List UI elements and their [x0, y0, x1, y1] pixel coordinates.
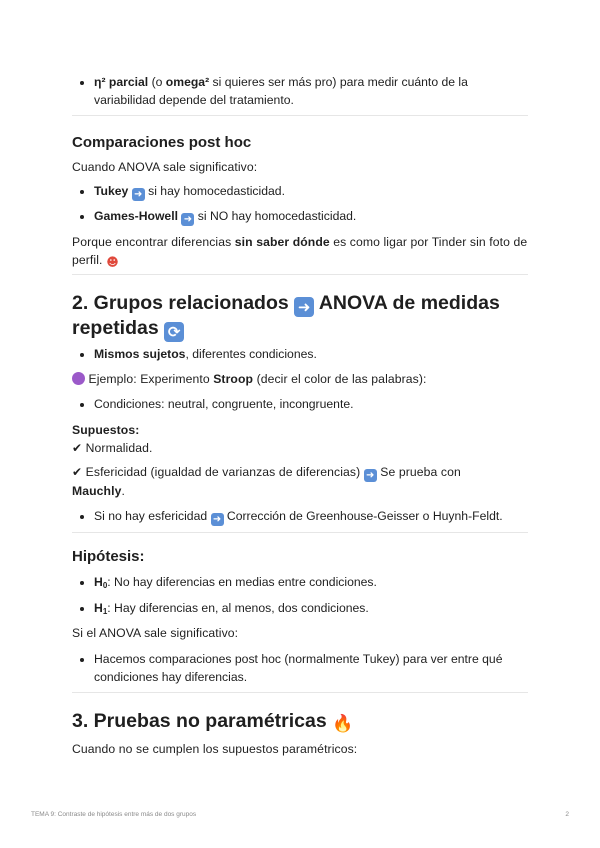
esfericidad-list	[72, 507, 503, 526]
posthoc-heading: Comparaciones post hoc	[72, 134, 252, 151]
footer-title: TEMA 9: Contraste de hipótesis entre más de dos grupos	[31, 811, 197, 818]
posthoc-intro: Cuando ANOVA sale significativo:	[72, 160, 258, 174]
list-item: • Si no hay esfericidad ➜ Corrección de Greenhouse-Geisser o Huynh-Feldt.	[94, 507, 503, 526]
divider	[72, 274, 528, 275]
repeat-arrows-icon: ⟳	[164, 322, 184, 342]
right-arrow-icon: ➜	[211, 513, 224, 526]
clown-face-icon: ☻	[106, 255, 119, 269]
esfericidad-line: ✔ Esfericidad (igualdad de varianzas de diferencias) ➜ Se prueba con Mauchly.	[72, 465, 461, 498]
hipotesis-list	[72, 573, 377, 595]
list-item: • η² parcial (o omega² si quieres ser más pro) para medir cuánto de la variabilidad depende del tratamiento.	[94, 73, 528, 109]
check-mark-icon: ✔	[72, 441, 83, 455]
posthoc-list	[72, 207, 356, 226]
if-significant: Si el ANOVA sale significativo:	[72, 626, 239, 640]
right-arrow-icon: ➜	[132, 188, 145, 201]
stroop-example: Ejemplo: Experimento Stroop (decir el color de las palabras):	[72, 370, 427, 388]
hipotesis-list	[72, 599, 369, 621]
list-item: • $H_0$: No hay diferencias en medias entre condiciones.	[94, 573, 377, 595]
page-number: 2	[565, 811, 569, 818]
section-2-list	[72, 345, 317, 363]
page-footer	[31, 811, 569, 818]
divider	[72, 692, 528, 693]
list-item: • Games-Howell ➜ si NO hay homocedasticidad.	[94, 207, 356, 226]
posthoc-list	[72, 182, 285, 201]
crystal-ball-icon	[72, 372, 85, 385]
section-2-heading: 2. Grupos relacionados ➜ ANOVA de medidas repetidas ⟳	[72, 292, 500, 341]
list-item: • Mismos sujetos, diferentes condiciones.	[94, 345, 317, 363]
divider	[72, 115, 528, 116]
supuestos-label: Supuestos:	[72, 423, 140, 437]
right-arrow-icon: ➜	[364, 469, 377, 482]
list-item: • Hacemos comparaciones post hoc (normalmente Tukey) para ver entre qué condiciones hay diferencias.	[94, 650, 528, 686]
conditions-list	[72, 395, 354, 413]
right-arrow-icon: ➜	[181, 213, 194, 226]
posthoc-note: Porque encontrar diferencias sin saber dónde es como ligar por Tinder sin foto de perfil. ☻	[72, 235, 528, 269]
posthoc-followup-list	[72, 650, 528, 686]
list-item: • $H_1$: Hay diferencias en, al menos, dos condiciones.	[94, 599, 369, 621]
fire-icon: 🔥	[332, 714, 354, 734]
list-item: • Tukey ➜ si hay homocedasticidad.	[94, 182, 285, 201]
divider	[72, 532, 528, 533]
normalidad-line: ✔ Normalidad.	[72, 441, 153, 455]
hipotesis-heading: Hipótesis:	[72, 548, 145, 565]
right-arrow-icon: ➜	[294, 297, 314, 317]
check-mark-icon: ✔	[72, 465, 83, 479]
eta-list	[72, 73, 528, 109]
section-3-heading: 3. Pruebas no paramétricas 🔥	[72, 710, 354, 734]
list-item: • Condiciones: neutral, congruente, incongruente.	[94, 395, 354, 413]
section-3-intro: Cuando no se cumplen los supuestos paramétricos:	[72, 742, 358, 756]
